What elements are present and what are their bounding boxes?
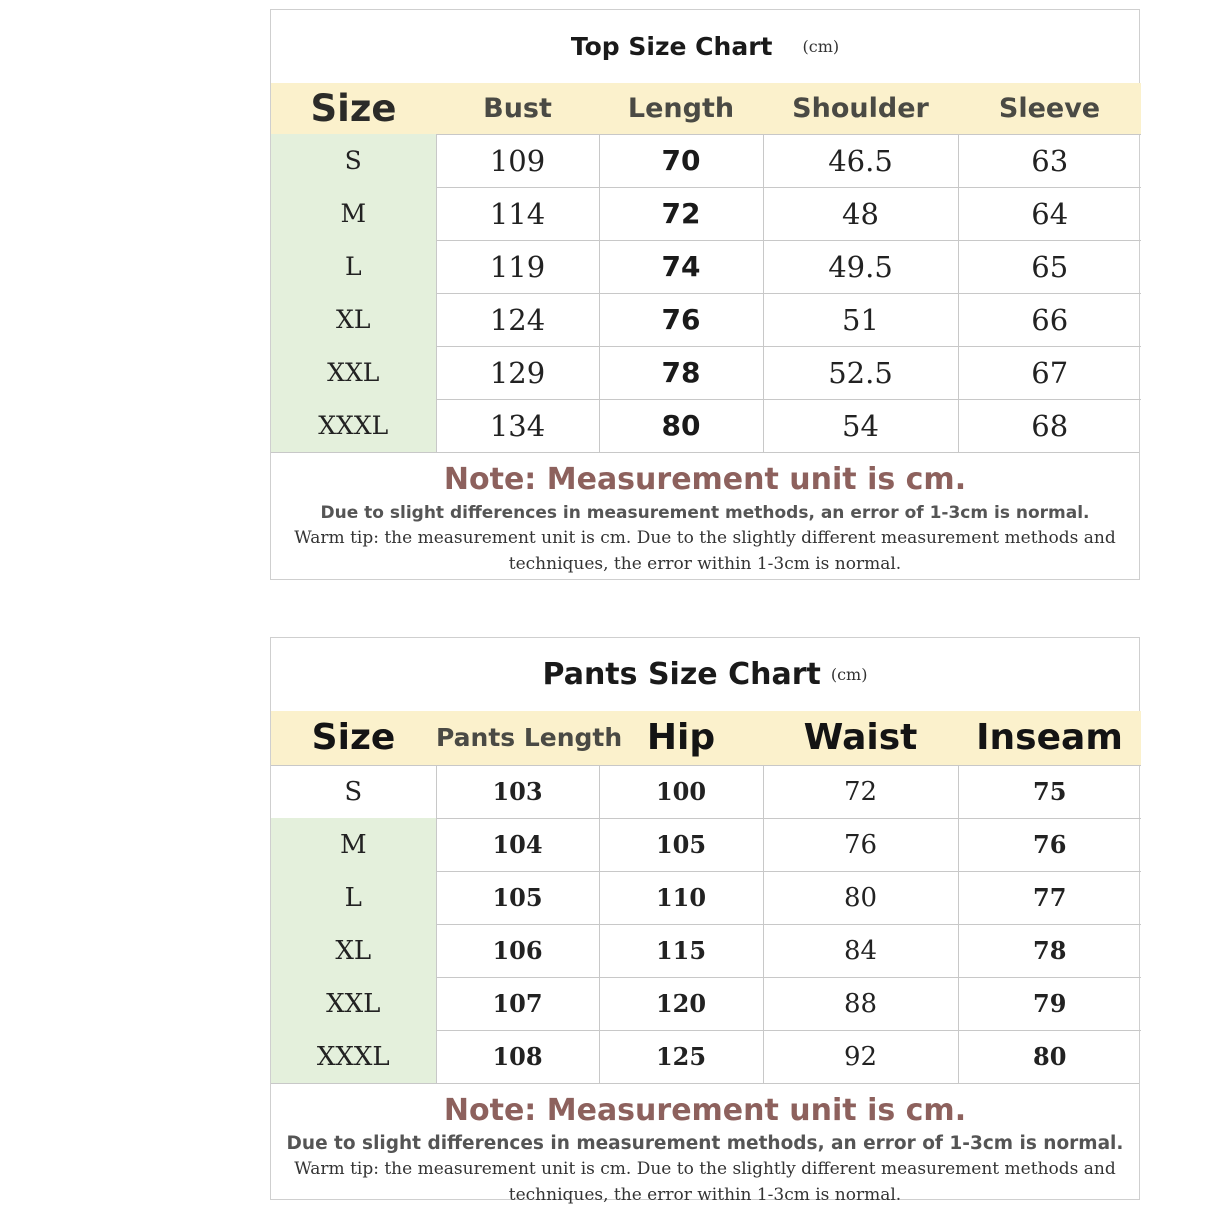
shoulder-cell: 54 (763, 399, 958, 452)
size-cell: M (271, 818, 436, 871)
table-row (271, 240, 1141, 293)
table-row (271, 187, 1141, 240)
size-cell: L (271, 240, 436, 293)
waist-cell: 84 (763, 924, 958, 977)
chart-title: Pants Size Chart (542, 657, 821, 692)
note-tip: Warm tip: the measurement unit is cm. Due to the slightly different measurement methods and techniques, the error within 1-3cm is normal. (294, 528, 1116, 574)
length-cell: 74 (599, 240, 763, 293)
pants-length-cell: 108 (436, 1030, 599, 1083)
pants-size-chart (270, 637, 1140, 1205)
note-title: Note: Measurement unit is cm. (443, 462, 967, 497)
size-cell: XXL (271, 346, 436, 399)
header-size: Size (310, 87, 397, 130)
pants-length-cell: 107 (436, 977, 599, 1030)
chart-title-row (271, 638, 1139, 711)
sleeve-cell: 63 (958, 134, 1141, 187)
table-row (271, 1030, 1141, 1083)
table-row (271, 818, 1141, 871)
size-cell: XXL (271, 977, 436, 1030)
note-title: Note: Measurement unit is cm. (443, 1093, 967, 1128)
note-subtitle: Due to slight differences in measurement methods, an error of 1-3cm is normal. (286, 1133, 1124, 1154)
shoulder-cell: 49.5 (763, 240, 958, 293)
inseam-cell: 75 (958, 765, 1141, 818)
shoulder-cell: 52.5 (763, 346, 958, 399)
sleeve-cell: 65 (958, 240, 1141, 293)
table-row (271, 977, 1141, 1030)
inseam-cell: 80 (958, 1030, 1141, 1083)
note-tip: Warm tip: the measurement unit is cm. Due to the slightly different measurement methods and techniques, the error within 1-3cm is normal. (294, 1159, 1116, 1205)
length-cell: 78 (599, 346, 763, 399)
inseam-cell: 79 (958, 977, 1141, 1030)
hip-cell: 125 (599, 1030, 763, 1083)
note-block (271, 452, 1139, 577)
bust-cell: 114 (436, 187, 599, 240)
header-bust: Bust (483, 92, 552, 124)
chart-title-row (271, 10, 1139, 83)
size-table (271, 83, 1141, 452)
header-length: Length (627, 92, 735, 124)
inseam-cell: 76 (958, 818, 1141, 871)
bust-cell: 109 (436, 134, 599, 187)
shoulder-cell: 46.5 (763, 134, 958, 187)
inseam-cell: 77 (958, 871, 1141, 924)
header-waist: Waist (803, 717, 918, 759)
header-hip: Hip (646, 717, 716, 759)
size-cell: XXXL (271, 399, 436, 452)
hip-cell: 115 (599, 924, 763, 977)
pants-length-cell: 105 (436, 871, 599, 924)
header-shoulder: Shoulder (792, 92, 929, 124)
table-row (271, 399, 1141, 452)
size-cell: S (271, 765, 436, 818)
waist-cell: 76 (763, 818, 958, 871)
table-row (271, 346, 1141, 399)
size-cell: M (271, 187, 436, 240)
length-cell: 76 (599, 293, 763, 346)
pants-length-cell: 104 (436, 818, 599, 871)
top-size-chart (270, 9, 1140, 580)
hip-cell: 110 (599, 871, 763, 924)
table-row (271, 765, 1141, 818)
pants-length-cell: 106 (436, 924, 599, 977)
sleeve-cell: 67 (958, 346, 1141, 399)
bust-cell: 134 (436, 399, 599, 452)
chart-unit: (cm) (830, 665, 868, 684)
pants-length-cell: 103 (436, 765, 599, 818)
table-row (271, 924, 1141, 977)
shoulder-cell: 48 (763, 187, 958, 240)
sleeve-cell: 68 (958, 399, 1141, 452)
sleeve-cell: 66 (958, 293, 1141, 346)
length-cell: 72 (599, 187, 763, 240)
header-pants-length: Pants Length (436, 723, 623, 753)
waist-cell: 80 (763, 871, 958, 924)
header-size: Size (311, 717, 396, 759)
bust-cell: 124 (436, 293, 599, 346)
table-row (271, 871, 1141, 924)
size-table (271, 711, 1141, 1083)
length-cell: 70 (599, 134, 763, 187)
header-row (271, 83, 1141, 134)
size-cell: XXXL (271, 1030, 436, 1083)
chart-unit: (cm) (802, 37, 840, 56)
header-inseam: Inseam (976, 717, 1123, 759)
chart-title: Top Size Chart (570, 32, 773, 61)
length-cell: 80 (599, 399, 763, 452)
bust-cell: 119 (436, 240, 599, 293)
size-cell: S (271, 134, 436, 187)
bust-cell: 129 (436, 346, 599, 399)
sleeve-cell: 64 (958, 187, 1141, 240)
inseam-cell: 78 (958, 924, 1141, 977)
size-cell: XL (271, 924, 436, 977)
waist-cell: 92 (763, 1030, 958, 1083)
table-row (271, 293, 1141, 346)
header-sleeve: Sleeve (998, 92, 1101, 124)
size-cell: L (271, 871, 436, 924)
table-row (271, 134, 1141, 187)
waist-cell: 88 (763, 977, 958, 1030)
size-cell: XL (271, 293, 436, 346)
note-subtitle: Due to slight differences in measurement methods, an error of 1-3cm is normal. (320, 503, 1090, 523)
waist-cell: 72 (763, 765, 958, 818)
shoulder-cell: 51 (763, 293, 958, 346)
hip-cell: 120 (599, 977, 763, 1030)
hip-cell: 105 (599, 818, 763, 871)
hip-cell: 100 (599, 765, 763, 818)
note-block (271, 1083, 1139, 1208)
header-row (271, 711, 1141, 765)
